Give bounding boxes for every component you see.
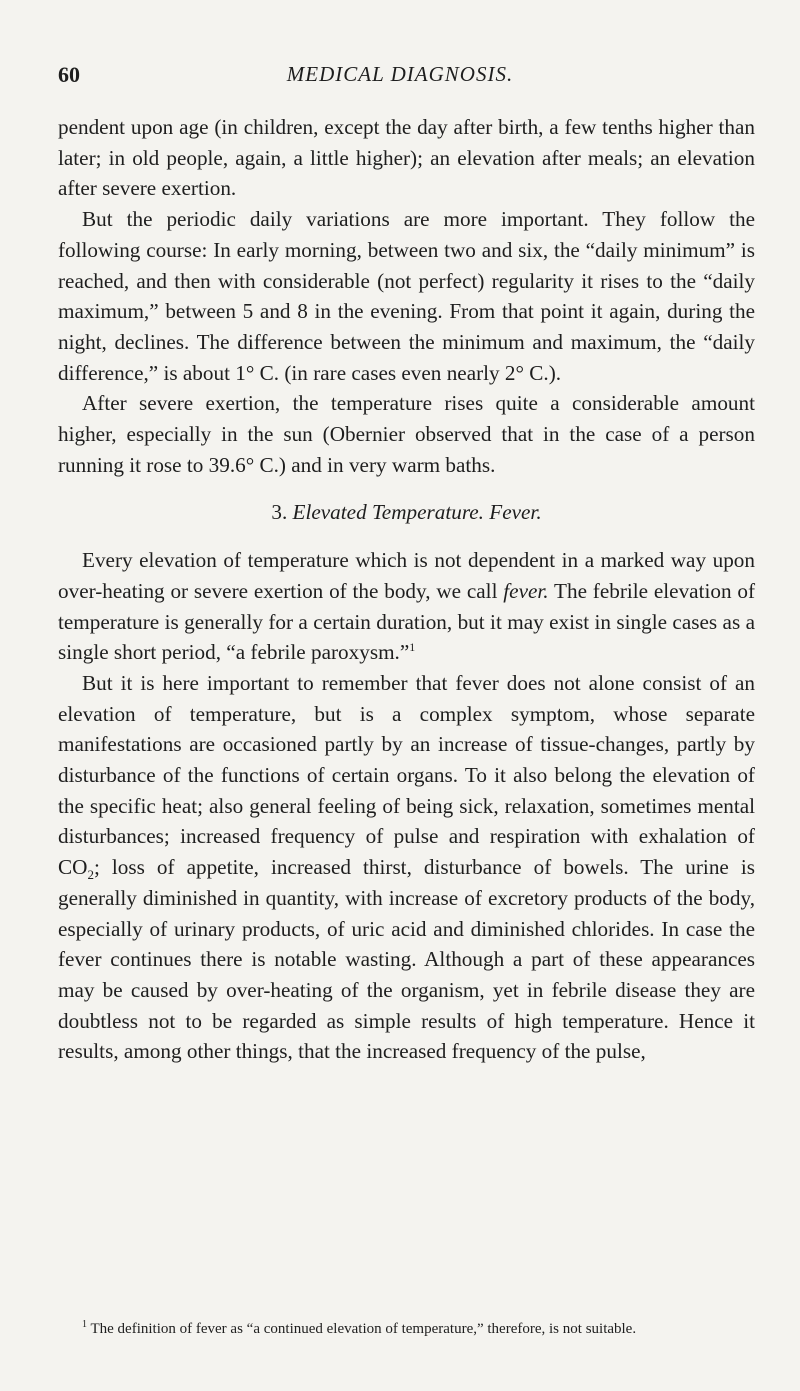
running-head [58,62,742,92]
paragraph-complex-symptom [58,668,755,1067]
symptom-text-after: ; loss of appetite, increased thirst, disturbance of bowels. The urine is generally diminished in quantity, with increase of excretory products of the body, especially of urinary products, of uric acid and diminished chlorides. In case the fever continues there is notable wasting. Although a part of these appearances may be caused by over-heating of the organism, yet in febrile disease they are doubtless not to be regarded as simple results of high temperature. Hence it results, among other things, that the increased frequency of the pulse, [58,855,755,1064]
fever-text-before: Every elevation of temperature which is not dependent in a marked way upon over-heating or severe exertion of the body, we call [58,548,755,603]
running-title: MEDICAL DIAGNOSIS. [286,62,514,86]
body-text [58,112,755,1067]
section-heading [58,497,755,528]
section-title: Elevated Temperature. Fever. [292,500,542,525]
co2-subscript: 2 [87,867,94,883]
paragraph-fever-definition [58,545,755,668]
section-number: 3. [271,500,288,525]
fever-term: fever. [503,578,549,603]
footnote-text: The definition of fever as “a continued elevation of temperature,” therefore, is not suitable. [90,1321,637,1337]
footnote [58,1319,755,1340]
fever-text-after: The febrile elevation of temperature is generally for a certain duration, but it may exist in single cases as a single short period, “a febrile paroxysm.” [58,578,756,665]
page-number: 60 [58,62,80,87]
footnote-reference: 1 [409,640,416,655]
symptom-text-before: But it is here important to remember that fever does not alone consist of an elevation of temperature, but is a complex symptom, whose separate manifestations are occasioned partly by an increase of tissue-changes, partly by disturbance of the functions of certain organs. To it also belong the elevation of the specific heat; also general feeling of being sick, relaxation, sometimes mental disturbances; increased frequency of pulse and respiration with exhalation of CO [58,670,755,880]
paragraph-daily-variations: But the periodic daily variations are more important. They follow the following course: In early morning, between two and six, the “daily minimum” is reached, and then with considerable (not perfect) regularity it rises to the “daily maximum,” between 5 and 8 in the evening. From that point it again, during the night, declines. The difference between the minimum and maximum, the “daily difference,” is about 1° C. (in rare cases even nearly 2° C.). [58,207,755,385]
paragraph-exertion: After severe exertion, the temperature rises quite a considerable amount higher, especially in the sun (Obernier observed that in the case of a person running it rose to 39.6° C.) and in very warm baths. [58,391,755,477]
footnote-marker: 1 [82,1319,87,1330]
paragraph-continued: pendent upon age (in children, except the day after birth, a few tenths higher than later; in old people, again, a little higher); an elevation after meals; an elevation after severe exertion. [58,115,755,201]
